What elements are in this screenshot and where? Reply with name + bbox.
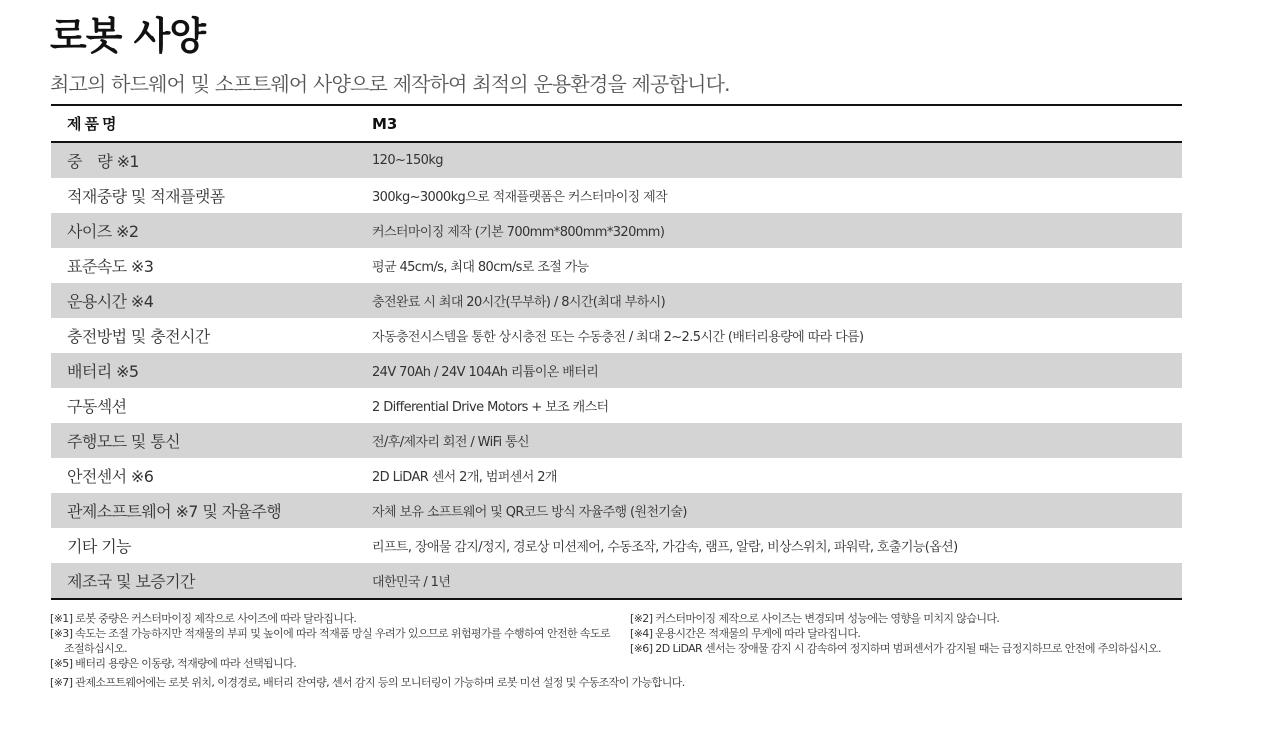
spec-label: 관제소프트웨어 ※7 및 자율주행 <box>51 493 372 528</box>
spec-label: 배터리 ※5 <box>51 353 372 388</box>
spec-value: 자체 보유 소프트웨어 및 QR코드 방식 자율주행 (원천기술) <box>372 493 1182 528</box>
spec-label: 중 량 ※1 <box>51 142 372 178</box>
spec-value: 2D LiDAR 센서 2개, 범퍼센서 2개 <box>372 470 557 485</box>
spec-value: 대한민국 / 1년 <box>372 563 1182 599</box>
page-title: 로봇 사양 <box>50 14 206 58</box>
footnote-4: [※4] 운용시간은 적재물의 무게에 따라 달라집니다. <box>630 627 861 640</box>
spec-label: 적재중량 및 적재플랫폼 <box>67 187 225 206</box>
footnotes-left-column <box>50 611 610 671</box>
spec-row <box>51 178 1182 213</box>
spec-label: 기타 기능 <box>67 537 131 556</box>
spec-label: 주행모드 및 통신 <box>51 423 372 458</box>
spec-label: 표준속도 ※3 <box>67 257 154 276</box>
spec-row <box>51 563 1182 599</box>
spec-value: 커스터마이징 제작 (기본 700mm*800mm*320mm) <box>372 213 1182 248</box>
spec-value: 24V 70Ah / 24V 104Ah 리튬이온 배터리 <box>372 353 1182 388</box>
spec-value: 120~150kg <box>372 142 1182 178</box>
spec-row <box>51 283 1182 318</box>
spec-value: 리프트, 장애물 감지/정지, 경로상 미션제어, 수동조작, 가감속, 램프, 알람, 비상스위치, 파워락, 호출기능(옵션) <box>372 540 958 555</box>
spec-value: 전/후/제자리 회전 / WiFi 통신 <box>372 423 1182 458</box>
page-subtitle: 최고의 하드웨어 및 소프트웨어 사양으로 제작하여 최적의 운용환경을 제공합니다. <box>50 72 730 96</box>
spec-value: 충전완료 시 최대 20시간(무부하) / 8시간(최대 부하시) <box>372 283 1182 318</box>
spec-value: 2 Differential Drive Motors + 보조 캐스터 <box>372 400 609 415</box>
spec-row <box>51 423 1182 458</box>
spec-row <box>51 213 1182 248</box>
spec-table-header-row <box>51 105 1182 142</box>
spec-value: 300kg~3000kg으로 적재플랫폼은 커스터마이징 제작 <box>372 190 668 205</box>
spec-row <box>51 528 1182 563</box>
spec-row <box>51 142 1182 178</box>
spec-row <box>51 388 1182 423</box>
spec-row <box>51 248 1182 283</box>
footnote-2: [※2] 커스터마이징 제작으로 사이즈는 변경되며 성능에는 영향을 미치지 않습니다. <box>630 612 1000 625</box>
footnote-1: [※1] 로봇 중량은 커스터마이징 제작으로 사이즈에 따라 달라집니다. <box>50 612 357 625</box>
spec-label: 충전방법 및 충전시간 <box>67 327 210 346</box>
spec-label: 안전센서 ※6 <box>67 467 154 486</box>
spec-label: 구동섹션 <box>67 397 127 416</box>
footnotes-right-column <box>630 611 1175 656</box>
footnote-5: [※5] 배터리 용량은 이동량, 적재량에 따라 선택됩니다. <box>50 657 297 670</box>
footnote-6: [※6] 2D LiDAR 센서는 장애물 감지 시 감속하여 정지하며 범퍼센서가 감지될 때는 급정지하므로 안전에 주의하십시오. <box>630 642 1161 655</box>
header-model: M3 <box>372 105 1182 142</box>
spec-label: 운용시간 ※4 <box>51 283 372 318</box>
spec-label: 사이즈 ※2 <box>51 213 372 248</box>
header-label: 제품명 <box>51 105 372 142</box>
footnote-3: [※3] 속도는 조절 가능하지만 적재물의 부피 및 높이에 따라 적재품 망실 우려가 있으므로 위험평가를 수행하여 안전한 속도로 조절하십시오. <box>50 627 611 655</box>
footnote-7: [※7] 관제소프트웨어에는 로봇 위치, 이경경로, 배터리 잔여량, 센서 감지 등의 모니터링이 가능하며 로봇 미션 설정 및 수동조작이 가능합니다. <box>50 676 685 689</box>
spec-value: 자동충전시스템을 통한 상시충전 또는 수동충전 / 최대 2~2.5시간 (배터리용량에 따라 다름) <box>372 330 864 345</box>
spec-row <box>51 318 1182 353</box>
spec-table <box>51 104 1182 600</box>
spec-label: 제조국 및 보증기간 <box>51 563 372 599</box>
spec-row <box>51 493 1182 528</box>
spec-row <box>51 353 1182 388</box>
spec-row <box>51 458 1182 493</box>
spec-value: 평균 45cm/s, 최대 80cm/s로 조절 가능 <box>372 260 589 275</box>
